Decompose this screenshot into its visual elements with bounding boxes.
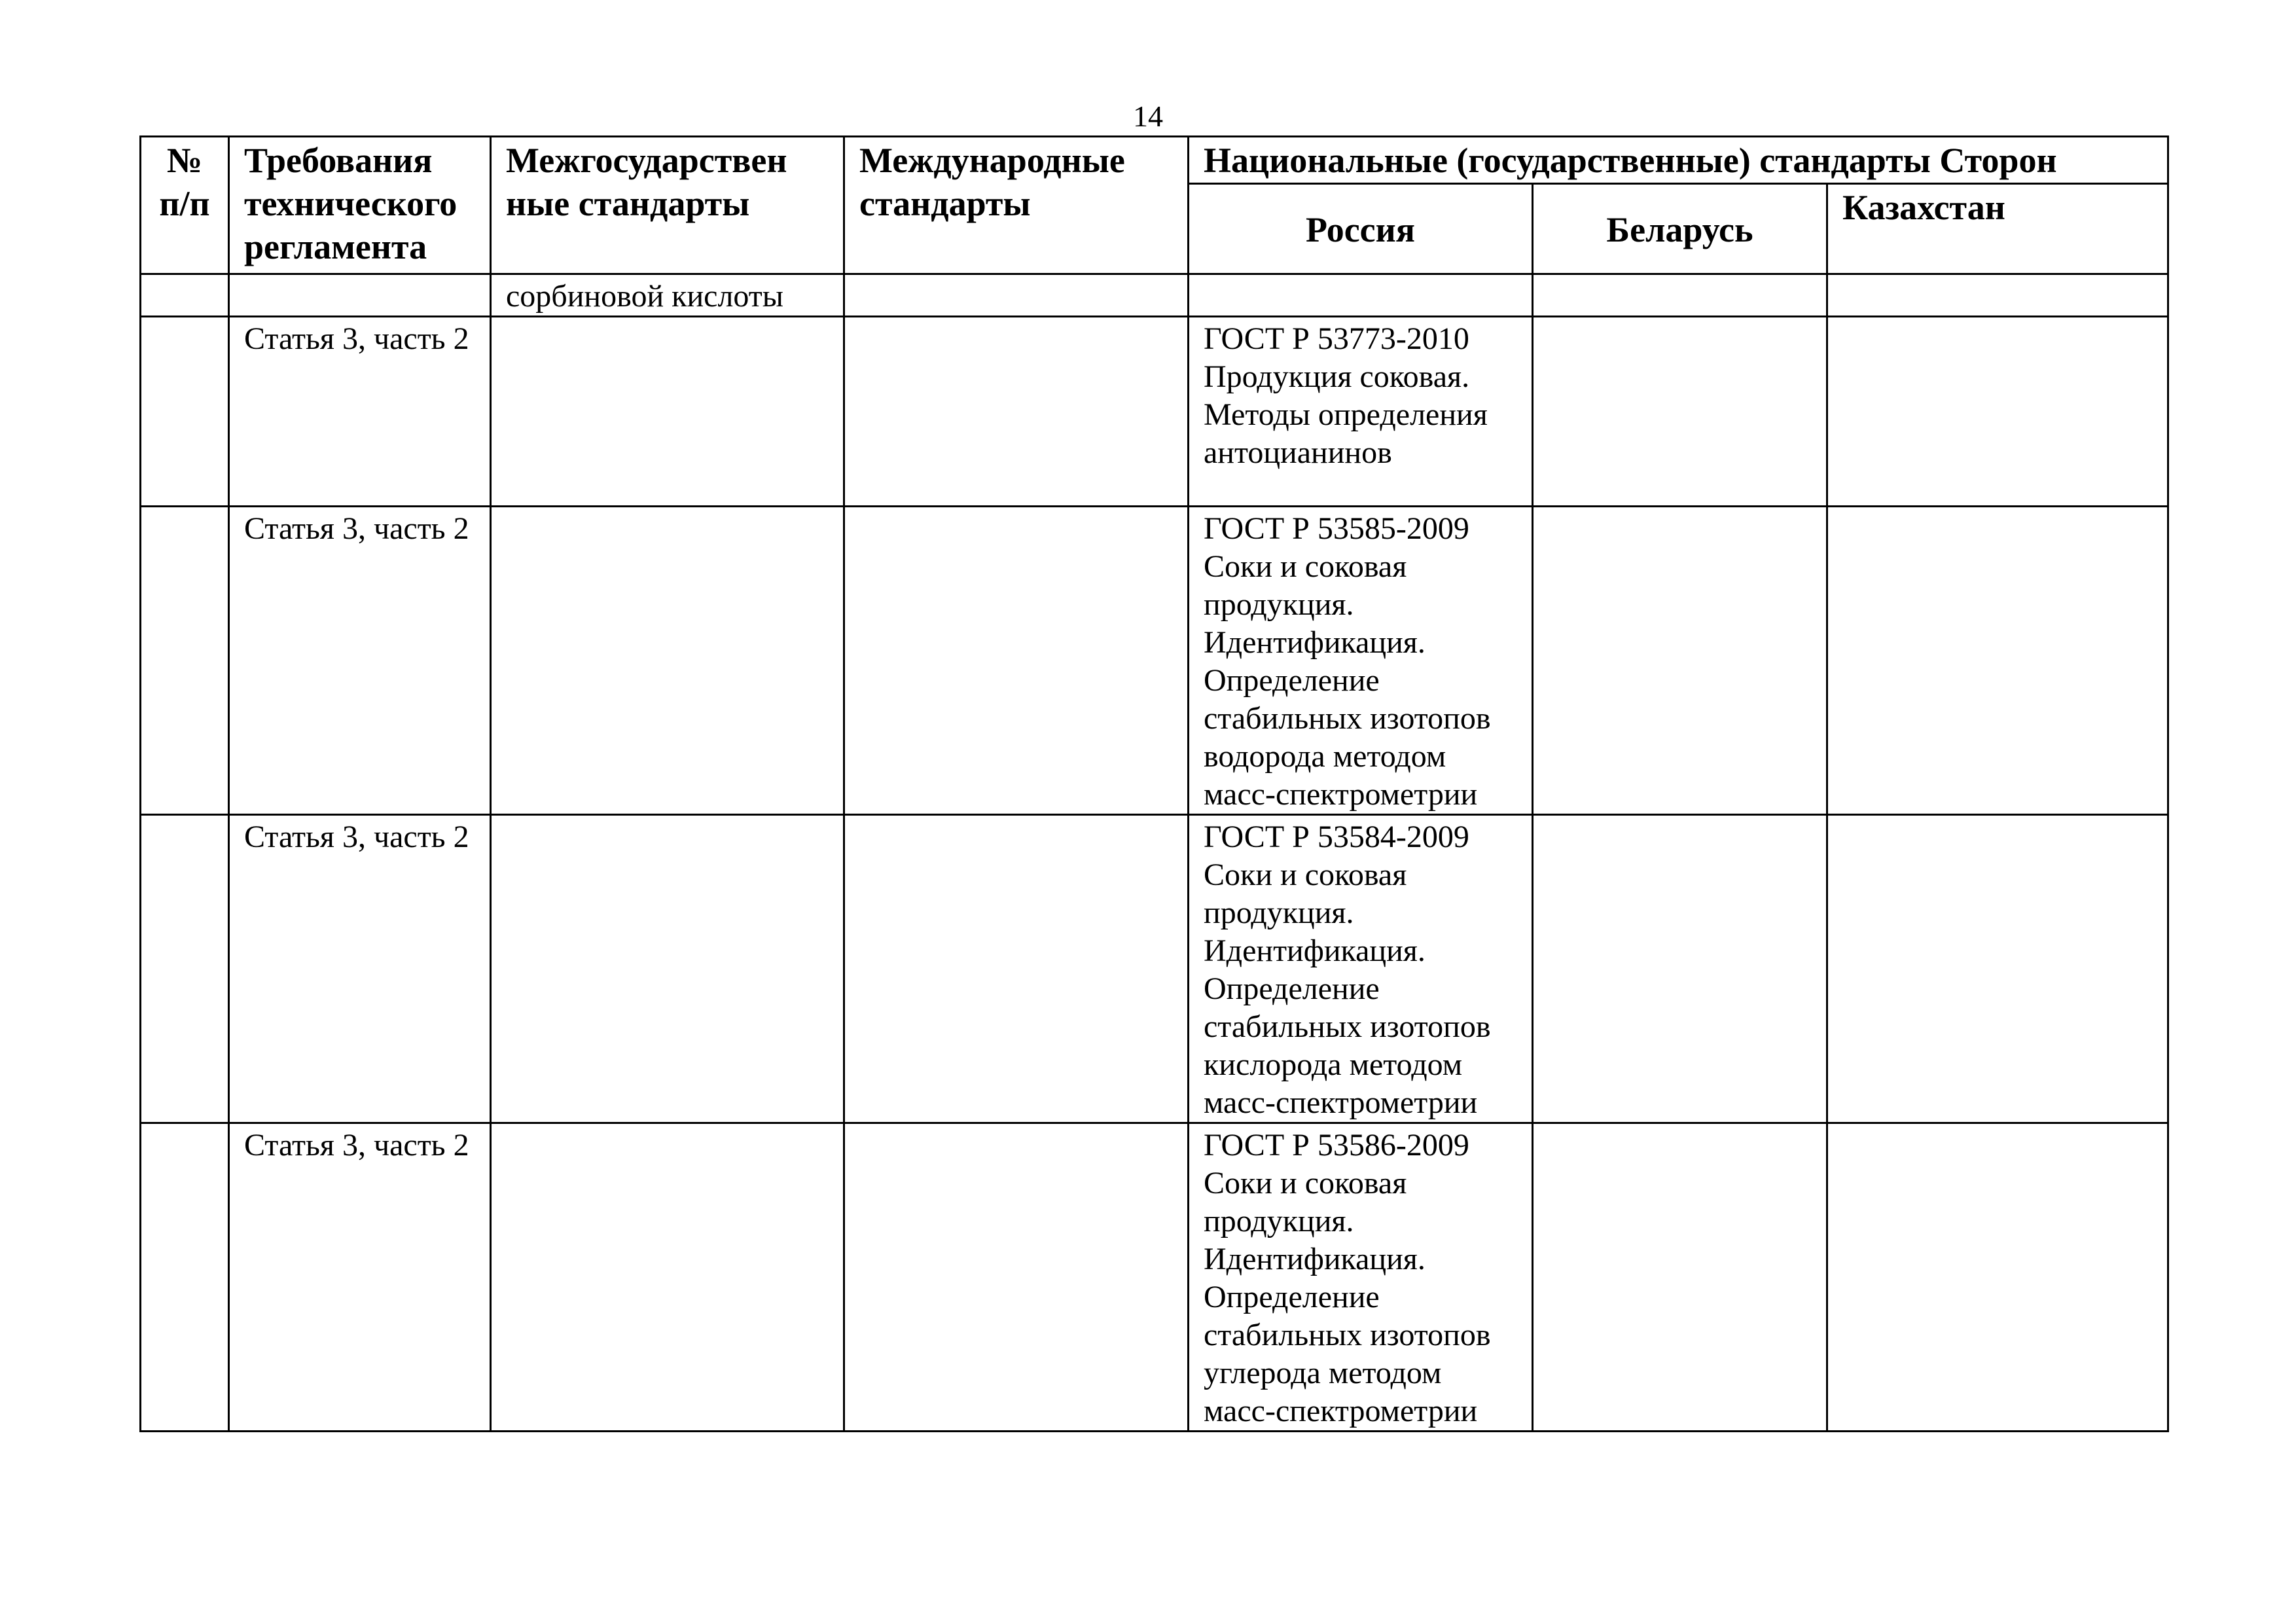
cell-russia: ГОСТ Р 53773-2010 Продукция соковая. Методы определения антоцианинов xyxy=(1189,317,1533,507)
cell-num xyxy=(141,274,229,317)
cell-interstate xyxy=(491,317,844,507)
cell-requirement: Статья 3, часть 2 xyxy=(229,317,491,507)
header-international: Международные стандарты xyxy=(844,137,1189,274)
table-row xyxy=(141,1123,2168,1432)
table-row xyxy=(141,274,2168,317)
cell-kazakhstan xyxy=(1827,317,2168,507)
cell-international xyxy=(844,317,1189,507)
cell-interstate xyxy=(491,507,844,815)
cell-international xyxy=(844,507,1189,815)
header-belarus: Беларусь xyxy=(1533,184,1827,274)
page-number: 14 xyxy=(1133,99,1163,133)
cell-belarus xyxy=(1533,815,1827,1123)
cell-kazakhstan xyxy=(1827,274,2168,317)
header-national: Национальные (государственные) стандарты Сторон xyxy=(1189,137,2168,184)
header-num: № п/п xyxy=(141,137,229,274)
cell-interstate xyxy=(491,1123,844,1432)
cell-belarus xyxy=(1533,317,1827,507)
cell-international xyxy=(844,1123,1189,1432)
cell-international xyxy=(844,274,1189,317)
cell-num xyxy=(141,1123,229,1432)
cell-international xyxy=(844,815,1189,1123)
cell-num xyxy=(141,507,229,815)
cell-interstate xyxy=(491,815,844,1123)
standards-table xyxy=(139,135,2169,1432)
cell-belarus xyxy=(1533,274,1827,317)
table-row xyxy=(141,317,2168,507)
table-row xyxy=(141,815,2168,1123)
cell-interstate: сорбиновой кислоты xyxy=(491,274,844,317)
header-kazakhstan: Казахстан xyxy=(1827,184,2168,274)
cell-kazakhstan xyxy=(1827,1123,2168,1432)
cell-requirement: Статья 3, часть 2 xyxy=(229,1123,491,1432)
cell-kazakhstan xyxy=(1827,815,2168,1123)
header-russia: Россия xyxy=(1189,184,1533,274)
cell-kazakhstan xyxy=(1827,507,2168,815)
cell-num xyxy=(141,317,229,507)
table-row xyxy=(141,507,2168,815)
cell-requirement: Статья 3, часть 2 xyxy=(229,507,491,815)
header-interstate: Межгосударствен ные стандарты xyxy=(491,137,844,274)
cell-requirement: Статья 3, часть 2 xyxy=(229,815,491,1123)
cell-russia: ГОСТ Р 53586-2009 Соки и соковая продукция. Идентификация. Определение стабильных изотопов углерода методом масс-спектрометрии xyxy=(1189,1123,1533,1432)
cell-russia: ГОСТ Р 53585-2009 Соки и соковая продукция. Идентификация. Определение стабильных изотопов водорода методом масс-спектрометрии xyxy=(1189,507,1533,815)
header-requirements: Требования технического регламента xyxy=(229,137,491,274)
header-row-1 xyxy=(141,137,2168,184)
cell-russia xyxy=(1189,274,1533,317)
cell-belarus xyxy=(1533,1123,1827,1432)
cell-requirement xyxy=(229,274,491,317)
cell-num xyxy=(141,815,229,1123)
cell-russia: ГОСТ Р 53584-2009 Соки и соковая продукция. Идентификация. Определение стабильных изотопов кислорода методом масс-спектрометрии xyxy=(1189,815,1533,1123)
cell-belarus xyxy=(1533,507,1827,815)
